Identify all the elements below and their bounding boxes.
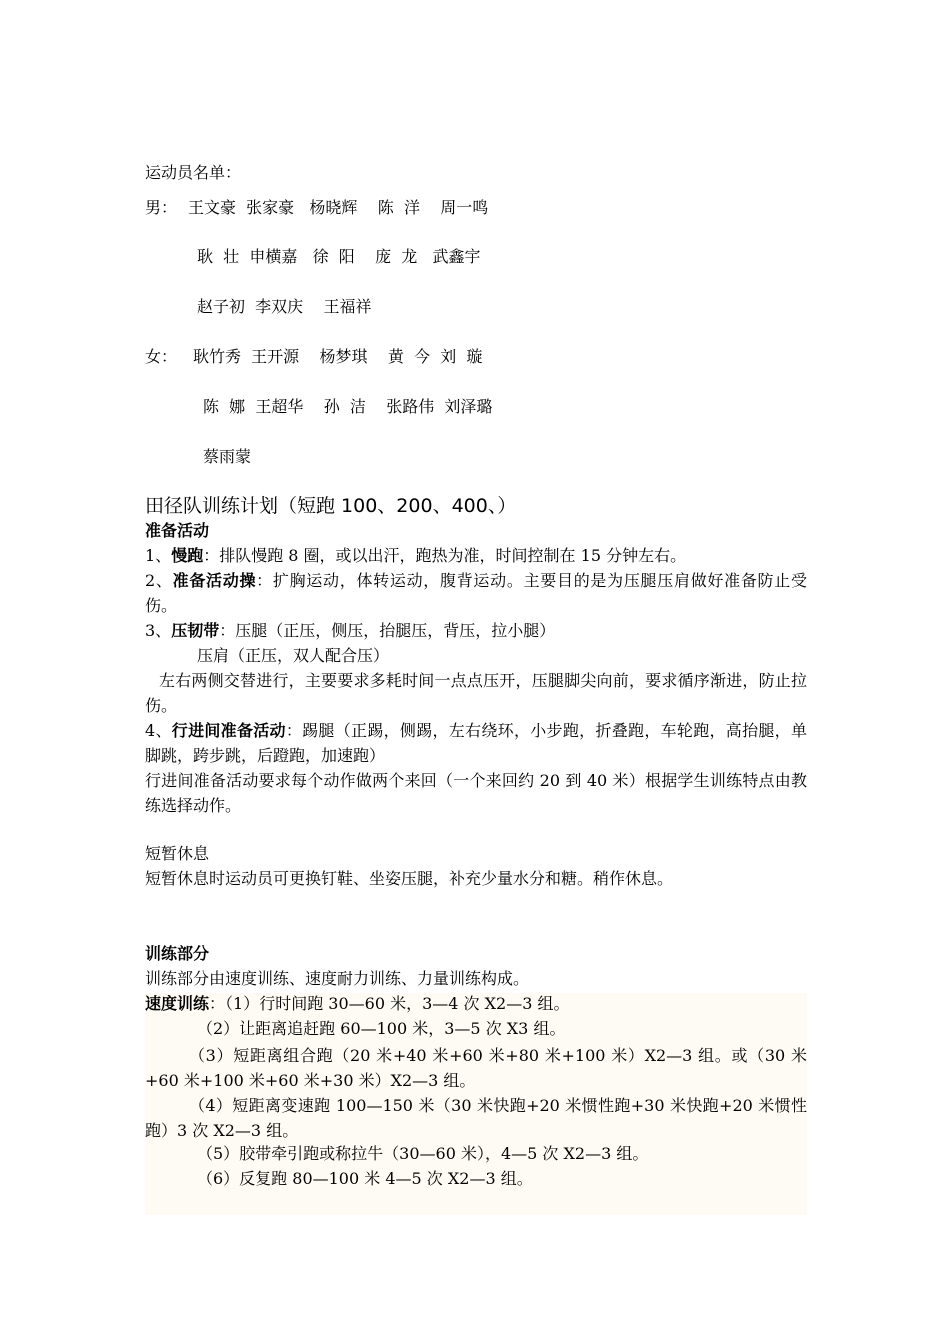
plan-title: 田径队训练计划（短跑 100、200、400、） xyxy=(145,495,517,517)
item-2-text: ：扩胸运动，体转运动，腹背运动。主要目的是为压腿压肩做好准备防止受伤。 xyxy=(145,571,807,615)
item-4-prefix: 4、 xyxy=(145,721,172,740)
male-label: 男： xyxy=(145,198,178,217)
item-3-line-2: 压肩（正压，双人配合压） xyxy=(197,646,390,665)
item-4-label: 行进间准备活动 xyxy=(171,721,286,740)
speed-item-6: （6）反复跑 80—100 米 4—5 次 X2—3 组。 xyxy=(197,1169,533,1188)
female-row-2: 陈 娜 王超华 孙 洁 张路伟 刘泽璐 xyxy=(203,397,493,416)
training-heading: 训练部分 xyxy=(145,944,210,963)
female-row-1: 耿竹秀 王开源 杨梦琪 黄 今 刘 璇 xyxy=(193,347,483,366)
item-3-line-3: 左右两侧交替进行，主要要求多耗时间一点点压开，压腿脚尖向前，要求循序渐进，防止拉伤。 xyxy=(145,671,807,715)
speed-1-text: ：（1）行时间跑 30—60 米，3—4 次 X2—3 组。 xyxy=(209,994,570,1013)
male-row-3: 赵子初 李双庆 王福祥 xyxy=(197,297,372,316)
speed-training-label: 速度训练 xyxy=(145,994,210,1013)
speed-item-3: （3）短距离组合跑（20 米+40 米+60 米+80 米+100 米）X2—3 组。或（30 米+60 米+100 米+60 米+30 米）X2—3 组。 xyxy=(145,1046,807,1090)
item-3-text: ：压腿（正压，侧压，抬腿压，背压，拉小腿） xyxy=(219,621,556,640)
warmup-item-2 xyxy=(145,568,807,618)
rest-heading: 短暂休息 xyxy=(145,844,210,863)
warmup-heading: 准备活动 xyxy=(145,521,210,540)
item-1-label: 慢跑 xyxy=(171,546,204,565)
roster-heading: 运动员名单： xyxy=(145,163,242,182)
item-4-note: 行进间准备活动要求每个动作做两个来回（一个来回约 20 到 40 米）根据学生训练特点由教练选择动作。 xyxy=(145,771,807,815)
training-intro: 训练部分由速度训练、速度耐力训练、力量训练构成。 xyxy=(145,969,530,988)
warmup-item-3 xyxy=(145,620,555,642)
speed-item-1 xyxy=(145,993,569,1015)
item-3-prefix: 3、 xyxy=(145,621,172,640)
item-1-text: ：排队慢跑 8 圈，或以出汗，跑热为准，时间控制在 15 分钟左右。 xyxy=(203,546,687,565)
female-row-3: 蔡雨蒙 xyxy=(203,447,252,466)
warmup-item-1 xyxy=(145,545,686,567)
speed-item-2: （2）让距离追赶跑 60—100 米，3—5 次 X3 组。 xyxy=(197,1019,566,1038)
warmup-item-4 xyxy=(145,718,807,768)
item-1-prefix: 1、 xyxy=(145,546,172,565)
item-2-label: 准备活动操 xyxy=(172,571,257,590)
female-label: 女： xyxy=(145,347,178,366)
item-4-text: ：踢腿（正踢，侧踢，左右绕环，小步跑，折叠跑，车轮跑，高抬腿，单脚跳，跨步跳，后蹬跑，加速跑） xyxy=(145,721,807,765)
item-2-prefix: 2、 xyxy=(145,571,173,590)
male-row-2: 耿 壮 申横嘉 徐 阳 庞 龙 武鑫宇 xyxy=(197,247,481,266)
male-row-1: 王文豪 张家豪 杨晓辉 陈 洋 周一鸣 xyxy=(188,198,489,217)
item-3-label: 压韧带 xyxy=(171,621,220,640)
speed-item-4: （4）短距离变速跑 100—150 米（30 米快跑+20 米惯性跑+30 米快跑+20 米惯性跑）3 次 X2—3 组。 xyxy=(145,1096,807,1140)
speed-item-5: （5）胶带牵引跑或称拉牛（30—60 米），4—5 次 X2—3 组。 xyxy=(197,1144,649,1163)
rest-text: 短暂休息时运动员可更换钉鞋、坐姿压腿，补充少量水分和糖。稍作休息。 xyxy=(145,869,674,888)
